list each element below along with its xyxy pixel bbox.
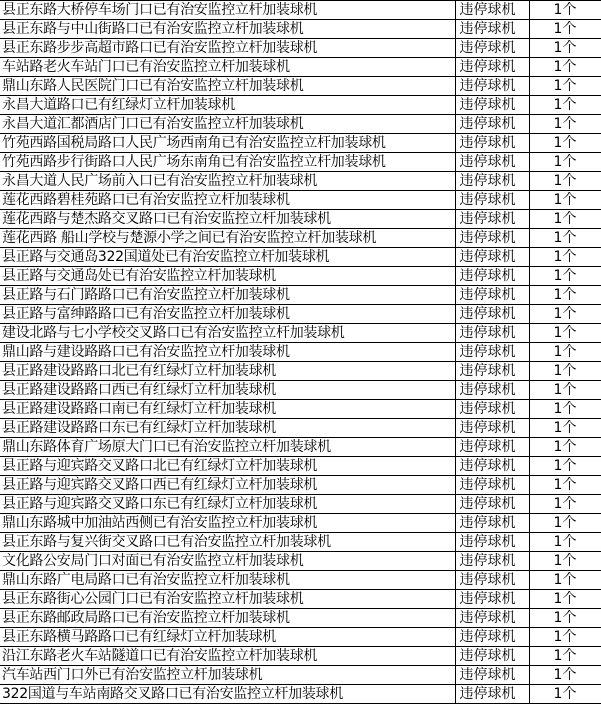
location-cell[interactable]: 县正路与富绅路路口已有治安监控立杆加装球机 (0, 305, 455, 324)
quantity-cell[interactable]: 1个 (529, 457, 601, 476)
table-row (0, 362, 601, 381)
table-row (0, 191, 601, 210)
quantity-cell[interactable]: 1个 (529, 115, 601, 134)
location-cell[interactable]: 竹苑西路步行街路口人民广场东南角已有治安监控立杆加装球机 (0, 153, 455, 172)
type-cell[interactable]: 违停球机 (455, 305, 529, 324)
type-cell[interactable]: 违停球机 (455, 1, 529, 20)
quantity-cell[interactable]: 1个 (529, 153, 601, 172)
type-cell[interactable]: 违停球机 (455, 419, 529, 438)
table-row (0, 609, 601, 628)
type-cell[interactable]: 违停球机 (455, 267, 529, 286)
table-row (0, 628, 601, 647)
quantity-cell[interactable]: 1个 (529, 343, 601, 362)
quantity-cell[interactable]: 1个 (529, 419, 601, 438)
type-cell[interactable]: 违停球机 (455, 172, 529, 191)
type-cell[interactable]: 违停球机 (455, 628, 529, 647)
quantity-cell[interactable]: 1个 (529, 533, 601, 552)
table-row (0, 229, 601, 248)
location-cell[interactable]: 县正路建设路路口西已有红绿灯立杆加装球机 (0, 381, 455, 400)
location-cell[interactable]: 县正路与迎宾路交叉路口东已有红绿灯立杆加装球机 (0, 495, 455, 514)
location-cell[interactable]: 文化路公安局门口对面已有治安监控立杆加装球机 (0, 552, 455, 571)
quantity-cell[interactable]: 1个 (529, 552, 601, 571)
quantity-cell[interactable]: 1个 (529, 495, 601, 514)
quantity-cell[interactable]: 1个 (529, 381, 601, 400)
location-cell[interactable]: 县正路建设路路口南已有红绿灯立杆加装球机 (0, 400, 455, 419)
type-cell[interactable]: 违停球机 (455, 590, 529, 609)
type-cell[interactable]: 违停球机 (455, 96, 529, 115)
location-cell[interactable]: 莲花西路 船山学校与楚源小学之间已有治安监控立杆加装球机 (0, 229, 455, 248)
location-cell[interactable]: 永昌大道人民广场前入口已有治安监控立杆加装球机 (0, 172, 455, 191)
table-row (0, 210, 601, 229)
type-cell[interactable]: 违停球机 (455, 533, 529, 552)
table-row (0, 96, 601, 115)
location-cell[interactable]: 县正东路与中山街路口已有治安监控立杆加装球机 (0, 20, 455, 39)
quantity-cell[interactable]: 1个 (529, 191, 601, 210)
quantity-cell[interactable]: 1个 (529, 305, 601, 324)
quantity-cell[interactable]: 1个 (529, 362, 601, 381)
spreadsheet-body (0, 1, 601, 704)
type-cell[interactable]: 违停球机 (455, 115, 529, 134)
type-cell[interactable]: 违停球机 (455, 134, 529, 153)
type-cell[interactable]: 违停球机 (455, 381, 529, 400)
location-cell[interactable]: 汽车站西门口外已有治安监控立杆加装球机 (0, 666, 455, 685)
type-cell[interactable]: 违停球机 (455, 191, 529, 210)
location-cell[interactable]: 永昌大道汇都酒店门口已有治安监控立杆加装球机 (0, 115, 455, 134)
location-cell[interactable]: 县正东路街心公园门口已有治安监控立杆加装球机 (0, 590, 455, 609)
table-row (0, 419, 601, 438)
location-cell[interactable]: 县正路与迎宾路交叉路口北已有红绿灯立杆加装球机 (0, 457, 455, 476)
table-row (0, 666, 601, 685)
location-cell[interactable]: 县正东路步步高超市路口已有治安监控立杆加装球机 (0, 39, 455, 58)
location-cell[interactable]: 鼎山东路体育广场原大门口已有治安监控立杆加装球机 (0, 438, 455, 457)
table-row (0, 134, 601, 153)
type-cell[interactable]: 违停球机 (455, 457, 529, 476)
type-cell[interactable]: 违停球机 (455, 362, 529, 381)
quantity-cell[interactable]: 1个 (529, 229, 601, 248)
location-cell[interactable]: 322国道与车站南路交叉路口已有治安监控立杆加装球机 (0, 685, 455, 704)
location-cell[interactable]: 沿江东路老火车站隧道口已有治安监控立杆加装球机 (0, 647, 455, 666)
location-cell[interactable]: 车站路老火车站门口已有治安监控立杆加装球机 (0, 58, 455, 77)
quantity-cell[interactable]: 1个 (529, 172, 601, 191)
location-cell[interactable]: 莲花西路碧桂苑路口已有治安监控立杆加装球机 (0, 191, 455, 210)
location-cell[interactable]: 莲花西路与楚杰路交叉路口已有治安监控立杆加装球机 (0, 210, 455, 229)
quantity-cell[interactable]: 1个 (529, 400, 601, 419)
table-row (0, 286, 601, 305)
table-row (0, 476, 601, 495)
type-cell[interactable]: 违停球机 (455, 495, 529, 514)
quantity-cell[interactable]: 1个 (529, 286, 601, 305)
type-cell[interactable]: 违停球机 (455, 514, 529, 533)
type-cell[interactable]: 违停球机 (455, 58, 529, 77)
type-cell[interactable]: 违停球机 (455, 666, 529, 685)
quantity-cell[interactable]: 1个 (529, 77, 601, 96)
table-row (0, 457, 601, 476)
table-row (0, 172, 601, 191)
type-cell[interactable]: 违停球机 (455, 324, 529, 343)
location-cell[interactable]: 鼎山东路广电局路口已有治安监控立杆加装球机 (0, 571, 455, 590)
quantity-cell[interactable]: 1个 (529, 571, 601, 590)
location-cell[interactable]: 县正路与石门路路口已有治安监控立杆加装球机 (0, 286, 455, 305)
quantity-cell[interactable]: 1个 (529, 39, 601, 58)
location-cell[interactable]: 县正东路与复兴街交叉路口已有治安监控立杆加装球机 (0, 533, 455, 552)
type-cell[interactable]: 违停球机 (455, 685, 529, 704)
type-cell[interactable]: 违停球机 (455, 343, 529, 362)
quantity-cell[interactable]: 1个 (529, 248, 601, 267)
type-cell[interactable]: 违停球机 (455, 476, 529, 495)
table-row (0, 324, 601, 343)
quantity-cell[interactable]: 1个 (529, 96, 601, 115)
table-row (0, 115, 601, 134)
table-row (0, 552, 601, 571)
location-cell[interactable]: 鼎山路与建设路路口已有治安监控立杆加装球机 (0, 343, 455, 362)
table-row (0, 20, 601, 39)
table-row (0, 248, 601, 267)
quantity-cell[interactable]: 1个 (529, 685, 601, 704)
type-cell[interactable]: 违停球机 (455, 39, 529, 58)
quantity-cell[interactable]: 1个 (529, 590, 601, 609)
type-cell[interactable]: 违停球机 (455, 229, 529, 248)
quantity-cell[interactable]: 1个 (529, 210, 601, 229)
quantity-cell[interactable]: 1个 (529, 1, 601, 20)
quantity-cell[interactable]: 1个 (529, 628, 601, 647)
table-row (0, 381, 601, 400)
quantity-cell[interactable]: 1个 (529, 609, 601, 628)
location-cell[interactable]: 县正路建设路路口东已有红绿灯立杆加装球机 (0, 419, 455, 438)
location-cell[interactable]: 县正路与交通岛322国道处已有治安监控立杆加装球机 (0, 248, 455, 267)
type-cell[interactable]: 违停球机 (455, 438, 529, 457)
location-cell[interactable]: 竹苑西路国税局路口人民广场西南角已有治安监控立杆加装球机 (0, 134, 455, 153)
type-cell[interactable]: 违停球机 (455, 647, 529, 666)
table-row (0, 58, 601, 77)
table-row (0, 685, 601, 704)
quantity-cell[interactable]: 1个 (529, 666, 601, 685)
type-cell[interactable]: 违停球机 (455, 210, 529, 229)
table-row (0, 1, 601, 20)
table-row (0, 590, 601, 609)
table-row (0, 647, 601, 666)
location-cell[interactable]: 县正路与交通岛处已有治安监控立杆加装球机 (0, 267, 455, 286)
table-row (0, 39, 601, 58)
location-cell[interactable]: 建设北路与七小学校交叉路口已有治安监控立杆加装球机 (0, 324, 455, 343)
table-row (0, 305, 601, 324)
quantity-cell[interactable]: 1个 (529, 58, 601, 77)
location-cell[interactable]: 县正东路邮政局路口已有治安监控立杆加装球机 (0, 609, 455, 628)
location-cell[interactable]: 鼎山东路城中加油站西侧已有治安监控立杆加装球机 (0, 514, 455, 533)
quantity-cell[interactable]: 1个 (529, 438, 601, 457)
table-row (0, 495, 601, 514)
quantity-cell[interactable]: 1个 (529, 324, 601, 343)
table-row (0, 438, 601, 457)
type-cell[interactable]: 违停球机 (455, 286, 529, 305)
type-cell[interactable]: 违停球机 (455, 153, 529, 172)
table-row (0, 343, 601, 362)
table-row (0, 533, 601, 552)
quantity-cell[interactable]: 1个 (529, 514, 601, 533)
type-cell[interactable]: 违停球机 (455, 248, 529, 267)
table-row (0, 267, 601, 286)
table-row (0, 77, 601, 96)
location-cell[interactable]: 鼎山东路人民医院门口已有治安监控立杆加装球机 (0, 77, 455, 96)
quantity-cell[interactable]: 1个 (529, 476, 601, 495)
table-row (0, 153, 601, 172)
type-cell[interactable]: 违停球机 (455, 571, 529, 590)
quantity-cell[interactable]: 1个 (529, 134, 601, 153)
location-cell[interactable]: 县正路与迎宾路交叉路口西已有红绿灯立杆加装球机 (0, 476, 455, 495)
quantity-cell[interactable]: 1个 (529, 267, 601, 286)
type-cell[interactable]: 违停球机 (455, 609, 529, 628)
table-row (0, 571, 601, 590)
type-cell[interactable]: 违停球机 (455, 77, 529, 96)
location-cell[interactable]: 永昌大道路口已有红绿灯立杆加装球机 (0, 96, 455, 115)
type-cell[interactable]: 违停球机 (455, 400, 529, 419)
location-cell[interactable]: 县正东路大桥停车场门口已有治安监控立杆加装球机 (0, 1, 455, 20)
quantity-cell[interactable]: 1个 (529, 647, 601, 666)
type-cell[interactable]: 违停球机 (455, 20, 529, 39)
location-cell[interactable]: 县正东路横马路路口已有红绿灯立杆加装球机 (0, 628, 455, 647)
quantity-cell[interactable]: 1个 (529, 20, 601, 39)
location-cell[interactable]: 县正路建设路路口北已有红绿灯立杆加装球机 (0, 362, 455, 381)
table-row (0, 514, 601, 533)
table-row (0, 400, 601, 419)
type-cell[interactable]: 违停球机 (455, 552, 529, 571)
